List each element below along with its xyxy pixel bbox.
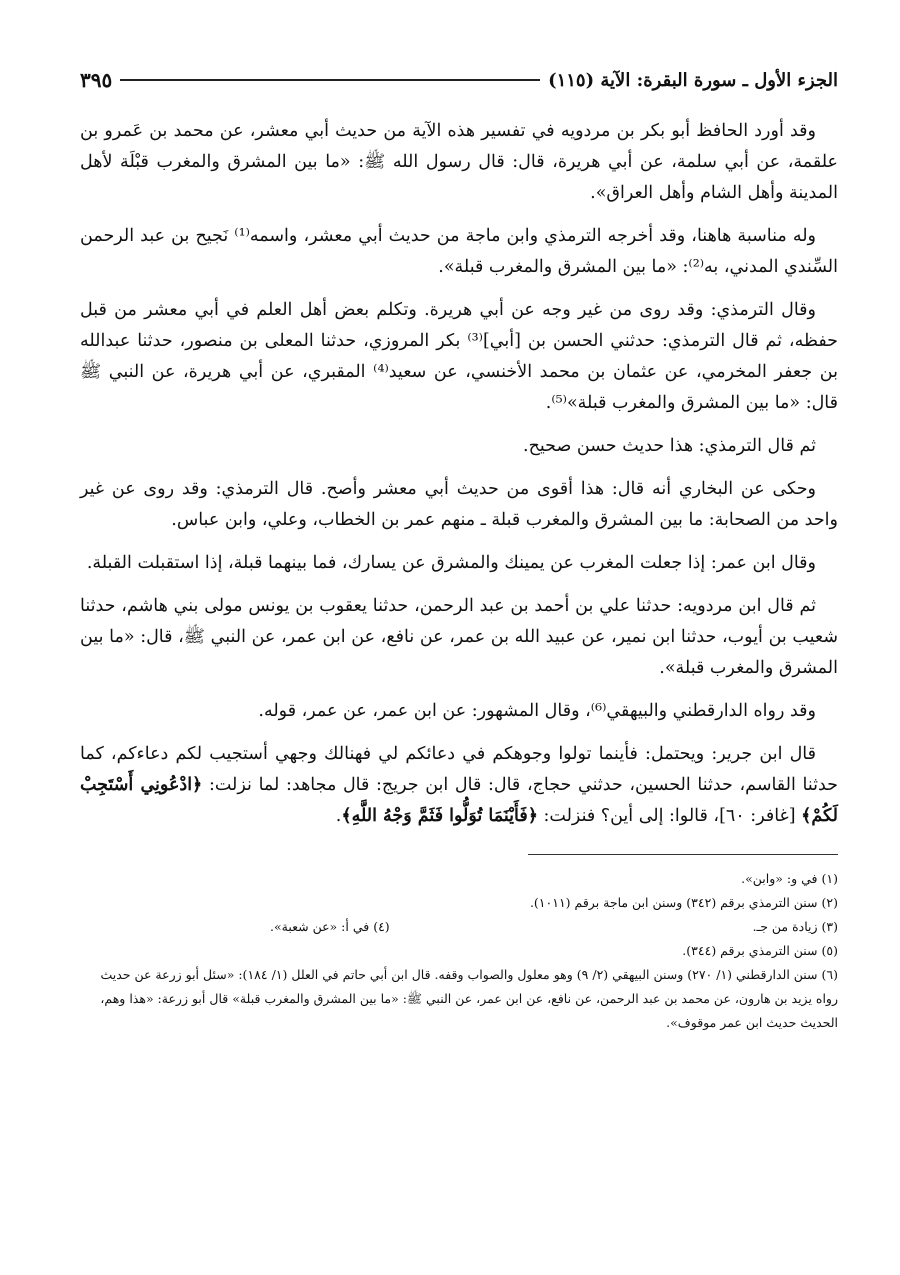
- running-title: الجزء الأول ـ سورة البقرة: الآية (١١٥): [548, 69, 838, 91]
- verse-reference: [غافر: ٦٠]، قالوا: إلى أين؟ فنزلت:: [537, 806, 802, 826]
- header-rule: [120, 79, 540, 81]
- paragraph-last: [80, 739, 838, 832]
- paragraph: ثم قال ابن مردويه: حدثنا علي بن أحمد بن عبد الرحمن، حدثنا يعقوب بن يونس مولى بني هاشم، حدثنا شعيب بن أيوب، حدثنا ابن نمير، عن عبيد الله بن عمر، عن نافع، عن ابن عمر، عن النبي ﷺ، قال: «ما بين المشرق والمغرب قبلة».: [80, 596, 838, 678]
- footnote-separator: [528, 854, 838, 855]
- paragraph: وقد أورد الحافظ أبو بكر بن مردويه في تفسير هذه الآية من حديث أبي معشر، عن محمد بن عَمرو بن علقمة، عن أبي سلمة، عن أبي هريرة، قال: قال رسول الله ﷺ: «ما بين المشرق والمغرب قبْلَة لأهل المدينة وأهل الشام وأهل العراق».: [80, 121, 838, 203]
- quran-verse: ﴿فَأَيْنَمَا تُوَلُّوا فَثَمَّ وَجْهُ اللَّهِ﴾: [341, 806, 538, 826]
- quran-verse: ﴿ادْعُونِي أَسْتَجِبْ لَكُمْ﴾: [80, 775, 838, 826]
- footnote-row: [80, 915, 838, 939]
- footnote: (٤) في أ: «عن شعبة».: [270, 919, 390, 934]
- footnote: (٢) سنن الترمذي برقم (٣٤٢) وسنن ابن ماجة برقم (١٠١١).: [529, 895, 838, 910]
- footnote: (١) في و: «وابن».: [741, 871, 838, 886]
- paragraph: ثم قال الترمذي: هذا حديث حسن صحيح.: [523, 436, 816, 456]
- paragraph-text: قال ابن جرير: ويحتمل: فأينما تولوا وجوهكم في دعائكم لي فهنالك وجهي أستجيب لكم دعاءكم، كما حدثنا القاسم، حدثنا الحسين، حدثني حجاج، قال: قال ابن جريج: قال مجاهد: لما نزلت:: [80, 744, 838, 795]
- footnotes: [80, 867, 838, 1035]
- paragraph: وقد رواه الدارقطني والبيهقي⁽⁶⁾، وقال المشهور: عن ابن عمر، عن عمر، قوله.: [258, 701, 816, 721]
- paragraph: وقال الترمذي: وقد روى من غير وجه عن أبي هريرة. وتكلم بعض أهل العلم في أبي معشر من قبل حفظه، ثم قال الترمذي: حدثني الحسن بن [أبي]⁽³⁾ بكر المروزي، حدثنا المعلى بن منصور، حدثنا عبدالله بن جعفر المخرمي، عن عثمان بن محمد الأخنسي، عن سعيد⁽⁴⁾ المقبري، عن أبي هريرة، عن النبي ﷺ قال: «ما بين المشرق والمغرب قبلة»⁽⁵⁾.: [80, 300, 838, 413]
- page-number: ٣٩٥: [80, 68, 113, 92]
- document-page: [80, 60, 838, 1035]
- footnote: (٣) زيادة من جـ.: [752, 919, 838, 934]
- paragraph: وحكى عن البخاري أنه قال: هذا أقوى من حديث أبي معشر وأصح. قال الترمذي: وقد روى عن غير واحد من الصحابة: ما بين المشرق والمغرب قبلة ـ منهم عمر بن الخطاب، وعلي، وابن عباس.: [80, 479, 838, 530]
- main-text: [80, 116, 838, 832]
- paragraph: وقال ابن عمر: إذا جعلت المغرب عن يمينك والمشرق عن يسارك، فما بينهما قبلة، إذا استقبلت القبلة.: [86, 553, 816, 573]
- footnote: (٦) سنن الدارقطني (١/ ٢٧٠) وسنن البيهقي (٢/ ٩) وهو معلول والصواب وقفه. قال ابن أبي حاتم في العلل (١/ ١٨٤): «سئل أبو زرعة عن حديث رواه يزيد بن هارون، عن محمد بن عبد الرحمن، عن نافع، عن ابن عمر، عن النبي ﷺ: «ما بين المشرق والمغرب قبلة» قال أبو زرعة: «هذا وهم، الحديث حديث ابن عمر موقوف».: [100, 967, 838, 1030]
- paragraph: وله مناسبة هاهنا، وقد أخرجه الترمذي وابن ماجة من حديث أبي معشر، واسمه⁽¹⁾ نَجيح بن عبد الرحمن السِّندي المدني، به⁽²⁾: «ما بين المشرق والمغرب قبلة».: [80, 226, 838, 277]
- paragraph-end: .: [335, 806, 342, 826]
- footnote: (٥) سنن الترمذي برقم (٣٤٤).: [682, 943, 838, 958]
- page-header: [80, 60, 838, 100]
